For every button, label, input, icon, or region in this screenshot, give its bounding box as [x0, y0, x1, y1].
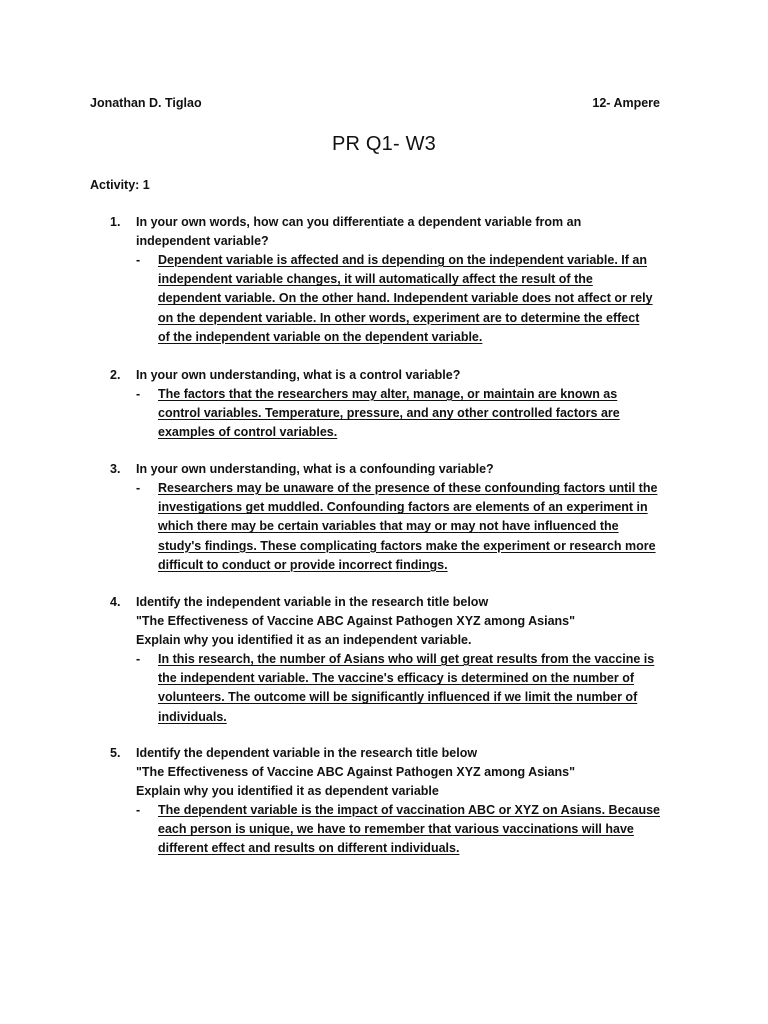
student-section: 12- Ampere	[592, 96, 660, 110]
answer-line: independent variable changes, it will automatically affect the result of the	[158, 272, 593, 287]
question-number: 3.	[110, 462, 121, 476]
answer-line: The factors that the researchers may alter, manage, or maintain are known as	[158, 387, 618, 401]
question-item	[110, 460, 670, 575]
answer-line: different effect and results on different individuals.	[158, 841, 460, 856]
answer-block: - Researchers may be unaware of the presence of these confounding factors until the investigations get muddled. Confounding factors are elements of an experiment in which there may be certain variables that may or may not have influenced the study's findings. These complicating factors make the experiment or research more difficult to conduct or provide incorrect findings.	[136, 479, 670, 575]
question-line: In your own understanding, what is a confounding variable?	[136, 462, 494, 476]
document-title: PR Q1- W3	[331, 133, 437, 155]
question-line: "The Effectiveness of Vaccine ABC Against Pathogen XYZ among Asians"	[136, 614, 576, 628]
answer-block: - Dependent variable is affected and is depending on the independent variable. If an independent variable changes, it will automatically affect the result of the dependent variable. On the other hand. Independent variable does not affect or rely on the dependent variable. In other words, experiment are to determine the effect of the independent variable on the dependent variable.	[136, 251, 670, 347]
answer-line: individuals.	[158, 709, 227, 724]
question-item	[110, 366, 670, 443]
student-name: Jonathan D. Tiglao	[90, 96, 202, 110]
question-text	[136, 366, 670, 385]
question-number: 2.	[110, 368, 121, 382]
answer-text	[158, 251, 670, 347]
answer-line: control variables. Temperature, pressure, and any other controlled factors are	[158, 406, 620, 421]
answer-block: - The factors that the researchers may alter, manage, or maintain are known as control variables. Temperature, pressure, and any other controlled factors are examples of control variables.	[136, 385, 670, 443]
question-text	[136, 213, 670, 251]
answer-line: examples of control variables.	[158, 425, 338, 440]
answer-line: which there may be certain variables that may or may not have influenced the	[158, 519, 619, 534]
question-text	[136, 460, 670, 479]
question-number: 1.	[110, 215, 121, 229]
answer-line: the independent variable. The vaccine's efficacy is determined on the number of	[158, 671, 635, 686]
answer-text	[158, 801, 670, 859]
question-line: "The Effectiveness of Vaccine ABC Against Pathogen XYZ among Asians"	[136, 765, 576, 779]
question-line: Identify the dependent variable in the research title below	[136, 746, 478, 760]
answer-block: - In this research, the number of Asians who will get great results from the vaccine is the independent variable. The vaccine's efficacy is determined on the number of volunteers. The outcome will be significantly influenced if we limit the number of individuals.	[136, 650, 670, 727]
answer-text	[158, 479, 670, 575]
question-item	[110, 744, 670, 859]
question-text	[136, 744, 670, 801]
answer-line: on the dependent variable. In other words, experiment are to determine the effect	[158, 310, 640, 325]
question-number: 5.	[110, 746, 121, 760]
question-line: In your own words, how can you differentiate a dependent variable from an	[136, 215, 582, 229]
answer-line: Researchers may be unaware of the presence of these confounding factors until the	[158, 481, 658, 495]
question-line: independent variable?	[136, 234, 269, 248]
question-text	[136, 593, 670, 650]
answer-line: of the independent variable on the dependent variable.	[158, 329, 483, 344]
question-number: 4.	[110, 595, 121, 609]
answer-block: - The dependent variable is the impact of vaccination ABC or XYZ on Asians. Because each person is unique, we have to remember that various vaccinations will have different effect and results on different individuals.	[136, 801, 670, 859]
answer-line: Dependent variable is affected and is depending on the independent variable. If an	[158, 253, 647, 267]
answer-line: investigations get muddled. Confounding factors are elements of an experiment in	[158, 500, 648, 515]
answer-line: study's findings. These complicating factors make the experiment or research more	[158, 538, 656, 553]
answer-line: dependent variable. On the other hand. Independent variable does not affect or rely	[158, 291, 653, 306]
answer-line: volunteers. The outcome will be significantly influenced if we limit the number of	[158, 690, 638, 705]
answer-line: The dependent variable is the impact of vaccination ABC or XYZ on Asians. Because	[158, 803, 660, 817]
answer-line: difficult to conduct or provide incorrect findings.	[158, 557, 448, 572]
document-header	[90, 94, 660, 114]
question-line: Identify the independent variable in the research title below	[136, 595, 489, 609]
question-line: Explain why you identified it as dependent variable	[136, 784, 439, 798]
activity-label: Activity: 1	[90, 178, 150, 192]
question-line: In your own understanding, what is a control variable?	[136, 368, 461, 382]
answer-line: each person is unique, we have to remember that various vaccinations will have	[158, 822, 634, 837]
answer-text	[158, 650, 670, 727]
question-item	[110, 593, 670, 727]
question-item	[110, 213, 670, 347]
question-line: Explain why you identified it as an independent variable.	[136, 633, 472, 647]
answer-text	[158, 385, 670, 443]
answer-line: In this research, the number of Asians who will get great results from the vaccine is	[158, 652, 655, 666]
